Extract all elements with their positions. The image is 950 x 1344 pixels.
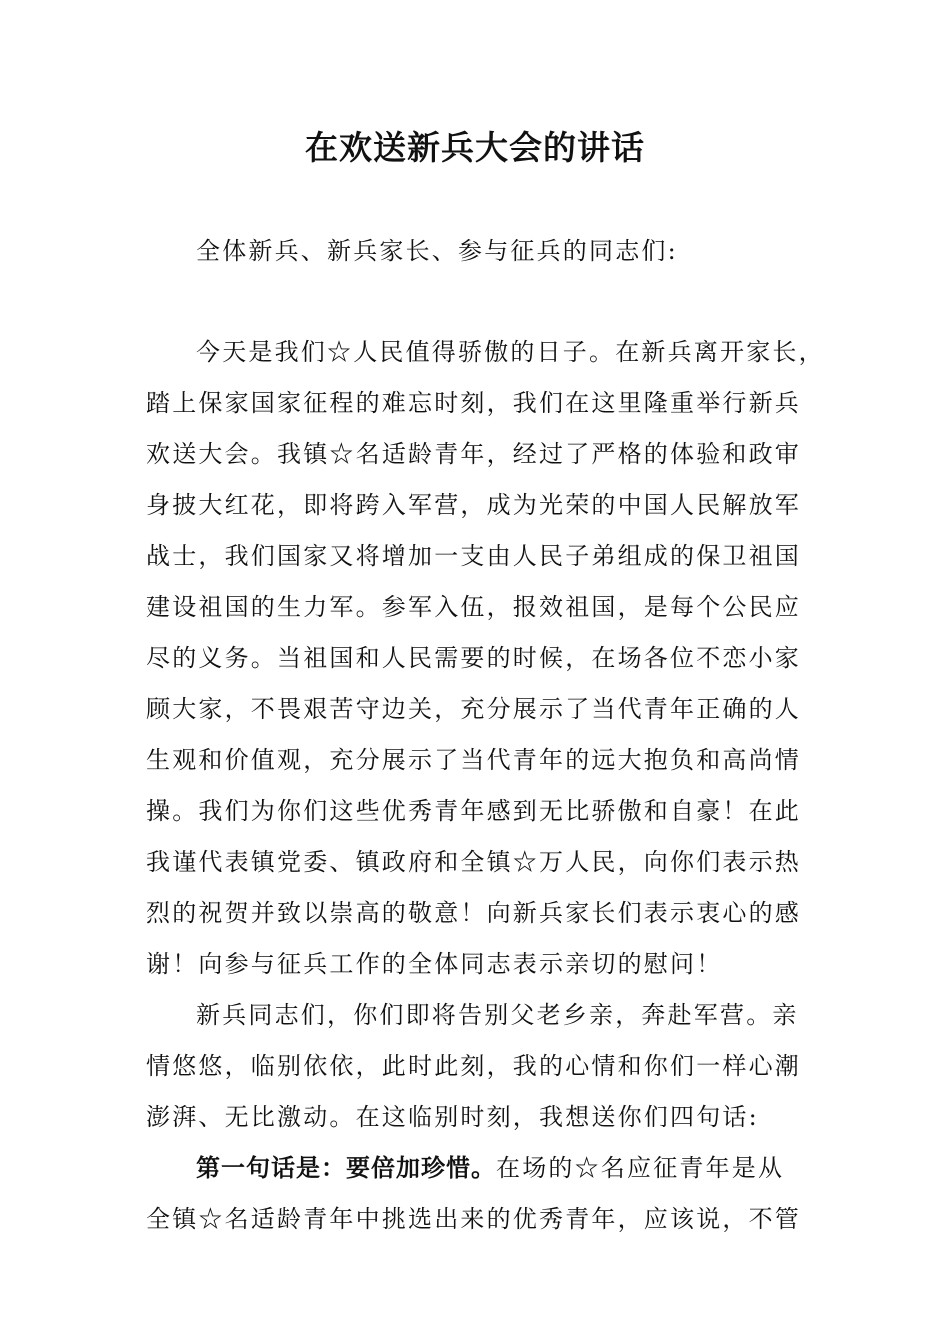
- paragraph1-line: 欢送大会。我镇☆名适龄青年，经过了严格的体验和政审: [146, 440, 801, 468]
- paragraph1-line: 建设祖国的生力军。参军入伍，报效祖国，是每个公民应: [146, 593, 801, 621]
- paragraph3-bold-lead: 第一句话是：要倍加珍惜。: [196, 1154, 496, 1182]
- paragraph1-line: 尽的义务。当祖国和人民需要的时候，在场各位不恋小家: [146, 644, 801, 672]
- paragraph3-first-line-rest: 在场的☆名应征青年是从: [496, 1154, 785, 1182]
- paragraph1-line: 身披大红花，即将跨入军营，成为光荣的中国人民解放军: [146, 491, 801, 519]
- body-paragraphs: [146, 327, 825, 1245]
- paragraph1-line: 今天是我们☆人民值得骄傲的日子。在新兵离开家长，: [196, 338, 825, 366]
- paragraph1-line: 我谨代表镇党委、镇政府和全镇☆万人民，向你们表示热: [146, 848, 801, 876]
- paragraph2-line: 新兵同志们，你们即将告别父老乡亲，奔赴军营。亲: [196, 1001, 799, 1029]
- paragraph3-first-line: [146, 1143, 810, 1194]
- paragraph1-line: 烈的祝贺并致以崇高的敬意！向新兵家长们表示衷心的感: [146, 899, 801, 927]
- paragraph1-line: 战士，我们国家又将增加一支由人民子弟组成的保卫祖国: [146, 542, 801, 570]
- paragraph1-line: 谢！向参与征兵工作的全体同志表示亲切的慰问！: [146, 950, 723, 978]
- document-title: 在欢送新兵大会的讲话: [305, 128, 645, 167]
- paragraph3-line: 全镇☆名适龄青年中挑选出来的优秀青年，应该说，不管: [146, 1205, 801, 1233]
- paragraph1-line: 顾大家，不畏艰苦守边关，充分展示了当代青年正确的人: [146, 695, 801, 723]
- paragraph1-line: 踏上保家国家征程的难忘时刻，我们在这里隆重举行新兵: [146, 389, 801, 417]
- paragraph2-line: 情悠悠，临别依依，此时此刻，我的心情和你们一样心潮: [146, 1052, 801, 1080]
- greeting-text: 全体新兵、新兵家长、参与征兵的同志们:: [196, 237, 678, 265]
- paragraph2-line: 澎湃、无比激动。在这临别时刻，我想送你们四句话:: [146, 1103, 759, 1131]
- greeting-line: [146, 226, 810, 277]
- paragraph1-line: 生观和价值观，充分展示了当代青年的远大抱负和高尚情: [146, 746, 801, 774]
- paragraph1-line: 操。我们为你们这些优秀青年感到无比骄傲和自豪！在此: [146, 797, 801, 825]
